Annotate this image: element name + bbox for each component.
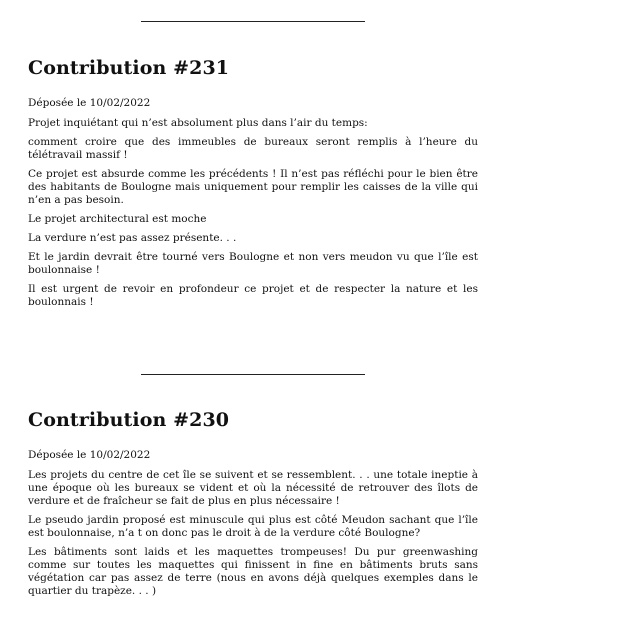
contribution-date: Déposée le 10/02/2022 [28,449,151,461]
contribution-paragraph: La verdure n’est pas assez présente. . . [28,232,237,244]
contribution-230 [28,408,478,604]
contribution-paragraph: Le pseudo jardin proposé est minuscule qui plus est côté Meudon sachant que l’île est boulonnaise, n’a t on donc pas le droit à de la verdure côté Boulogne? [28,514,478,539]
section-divider-top [141,21,365,22]
contribution-231 [28,56,478,315]
section-divider-middle [141,374,365,375]
contribution-paragraph: Et le jardin devrait être tourné vers Boulogne et non vers meudon vu que l’île est boulonnaise ! [28,251,478,276]
contribution-paragraph: Les bâtiments sont laids et les maquettes trompeuses! Du pur greenwashing comme sur toutes les maquettes qui finissent in fine en bâtiments bruts sans végétation car pas assez de terre (nous en avons déjà quelques exemples dans le quartier du trapèze. . . ) [28,546,478,597]
contribution-paragraph: Ce projet est absurde comme les précédents ! Il n’est pas réfléchi pour le bien être des habitants de Boulogne mais uniquement pour remplir les caisses de la ville qui n’en a pas besoin. [28,168,478,206]
contribution-title: Contribution #231 [28,57,230,79]
contribution-paragraph: Les projets du centre de cet île se suivent et se ressemblent. . . une totale ineptie à une époque où les bureaux se vident et où la nécessité de retrouver des îlots de verdure et de fraîcheur se fait de plus en plus nécessaire ! [28,469,478,507]
contribution-paragraph: comment croire que des immeubles de bureaux seront remplis à l’heure du télétravail massif ! [28,136,478,161]
contribution-paragraph: Il est urgent de revoir en profondeur ce projet et de respecter la nature et les boulonnais ! [28,283,478,308]
contribution-paragraph: Le projet architectural est moche [28,213,207,225]
contribution-date: Déposée le 10/02/2022 [28,97,151,109]
contribution-title: Contribution #230 [28,409,230,431]
contribution-paragraph: Projet inquiétant qui n’est absolument plus dans l’air du temps: [28,117,368,129]
